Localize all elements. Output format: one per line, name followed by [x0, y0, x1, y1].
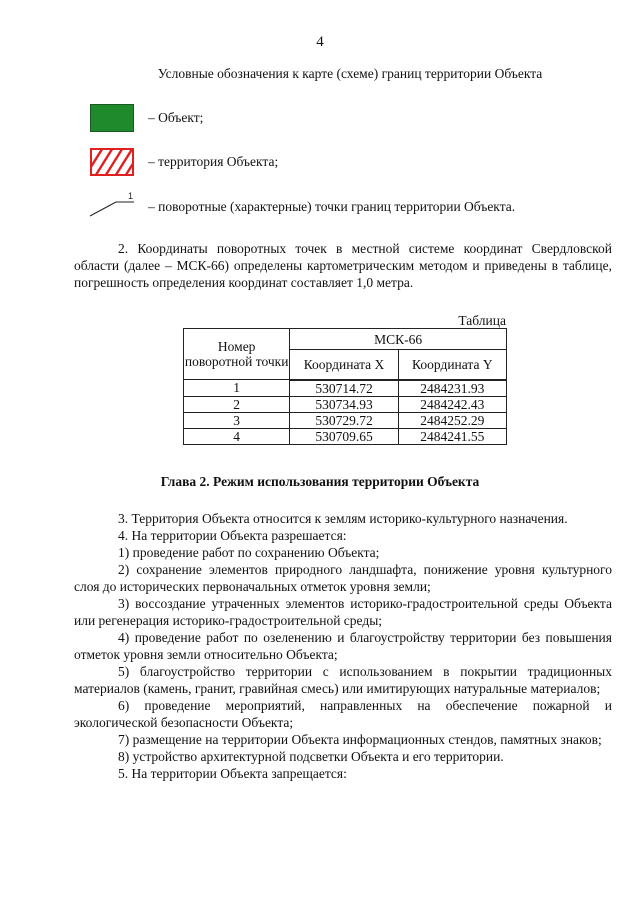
turning-point-number: 1	[128, 191, 134, 201]
cell-point: 3	[184, 412, 290, 428]
cell-y: 2484242.43	[398, 396, 506, 412]
legend-object-label: – Объект;	[148, 110, 204, 125]
paragraph: 4. На территории Объекта разрешается:	[118, 528, 347, 543]
cell-point: 4	[184, 428, 290, 444]
page-number: 4	[316, 34, 324, 50]
paragraph: 4) проведение работ по озеленению и благоустройству территории без повышения отметок уровня земли относительно Объекта;	[74, 630, 612, 662]
header-msk66: МСК-66	[290, 329, 507, 350]
paragraph: 7) размещение на территории Объекта информационных стендов, памятных знаков;	[118, 732, 602, 747]
paragraph: 8) устройство архитектурной подсветки Объекта и его территории.	[118, 749, 504, 764]
legend-points-label: – поворотные (характерные) точки границ территории Объекта.	[148, 199, 516, 214]
cell-x: 530714.72	[290, 380, 398, 397]
body-text	[74, 510, 612, 782]
object-symbol	[90, 104, 134, 132]
cell-y: 2484241.55	[398, 428, 506, 444]
legend-title: Условные обозначения к карте (схеме) границ территории Объекта	[157, 66, 543, 81]
paragraph: 3) воссоздание утраченных элементов историко-градостроительной среды Объекта или регенерация историко-градостроительной среды;	[74, 596, 612, 628]
territory-hatch-symbol	[90, 148, 134, 176]
chapter-title: Глава 2. Режим использования территории Объекта	[160, 474, 480, 489]
cell-x: 530729.72	[290, 412, 398, 428]
paragraph: 5) благоустройство территории с использованием в покрытии традиционных материалов (камень, гранит, гравийная смесь) или имитирующих натуральные материалов;	[74, 664, 612, 696]
cell-x: 530709.65	[290, 428, 398, 444]
cell-y: 2484252.29	[398, 412, 506, 428]
paragraph: 5. На территории Объекта запрещается:	[118, 766, 347, 781]
paragraph: 1) проведение работ по сохранению Объекта;	[118, 545, 380, 560]
cell-x: 530734.93	[290, 396, 398, 412]
paragraph: 2) сохранение элементов природного ландшафта, понижение уровня культурного слоя до исторических первоначальных отметок уровня земли;	[74, 562, 612, 594]
header-coord-y: Координата Y	[398, 350, 506, 380]
legend-territory-label: – территория Объекта;	[148, 154, 279, 169]
cell-point: 2	[184, 396, 290, 412]
header-coord-x: Координата X	[290, 350, 398, 380]
coordinates-table	[183, 328, 507, 445]
turning-point-symbol	[88, 190, 136, 218]
paragraph-coordinates	[74, 240, 612, 291]
paragraph-text: 2. Координаты поворотных точек в местной системе координат Свердловской области (далее – МСК-66) определены картометрическим методом и приведены в таблице, погрешность определения координат составляет 1,0 метра.	[74, 241, 612, 290]
paragraph: 3. Территория Объекта относится к землям историко-культурного назначения.	[118, 511, 568, 526]
table-row	[184, 380, 507, 397]
table-caption: Таблица	[458, 313, 506, 328]
table-row	[184, 428, 507, 444]
cell-point: 1	[184, 380, 290, 397]
paragraph: 6) проведение мероприятий, направленных на обеспечение пожарной и экологической безопасности Объекта;	[74, 698, 612, 730]
table-row	[184, 396, 507, 412]
cell-y: 2484231.93	[398, 380, 506, 397]
header-point-number: Номер поворотной точки	[184, 329, 290, 380]
table-row	[184, 412, 507, 428]
